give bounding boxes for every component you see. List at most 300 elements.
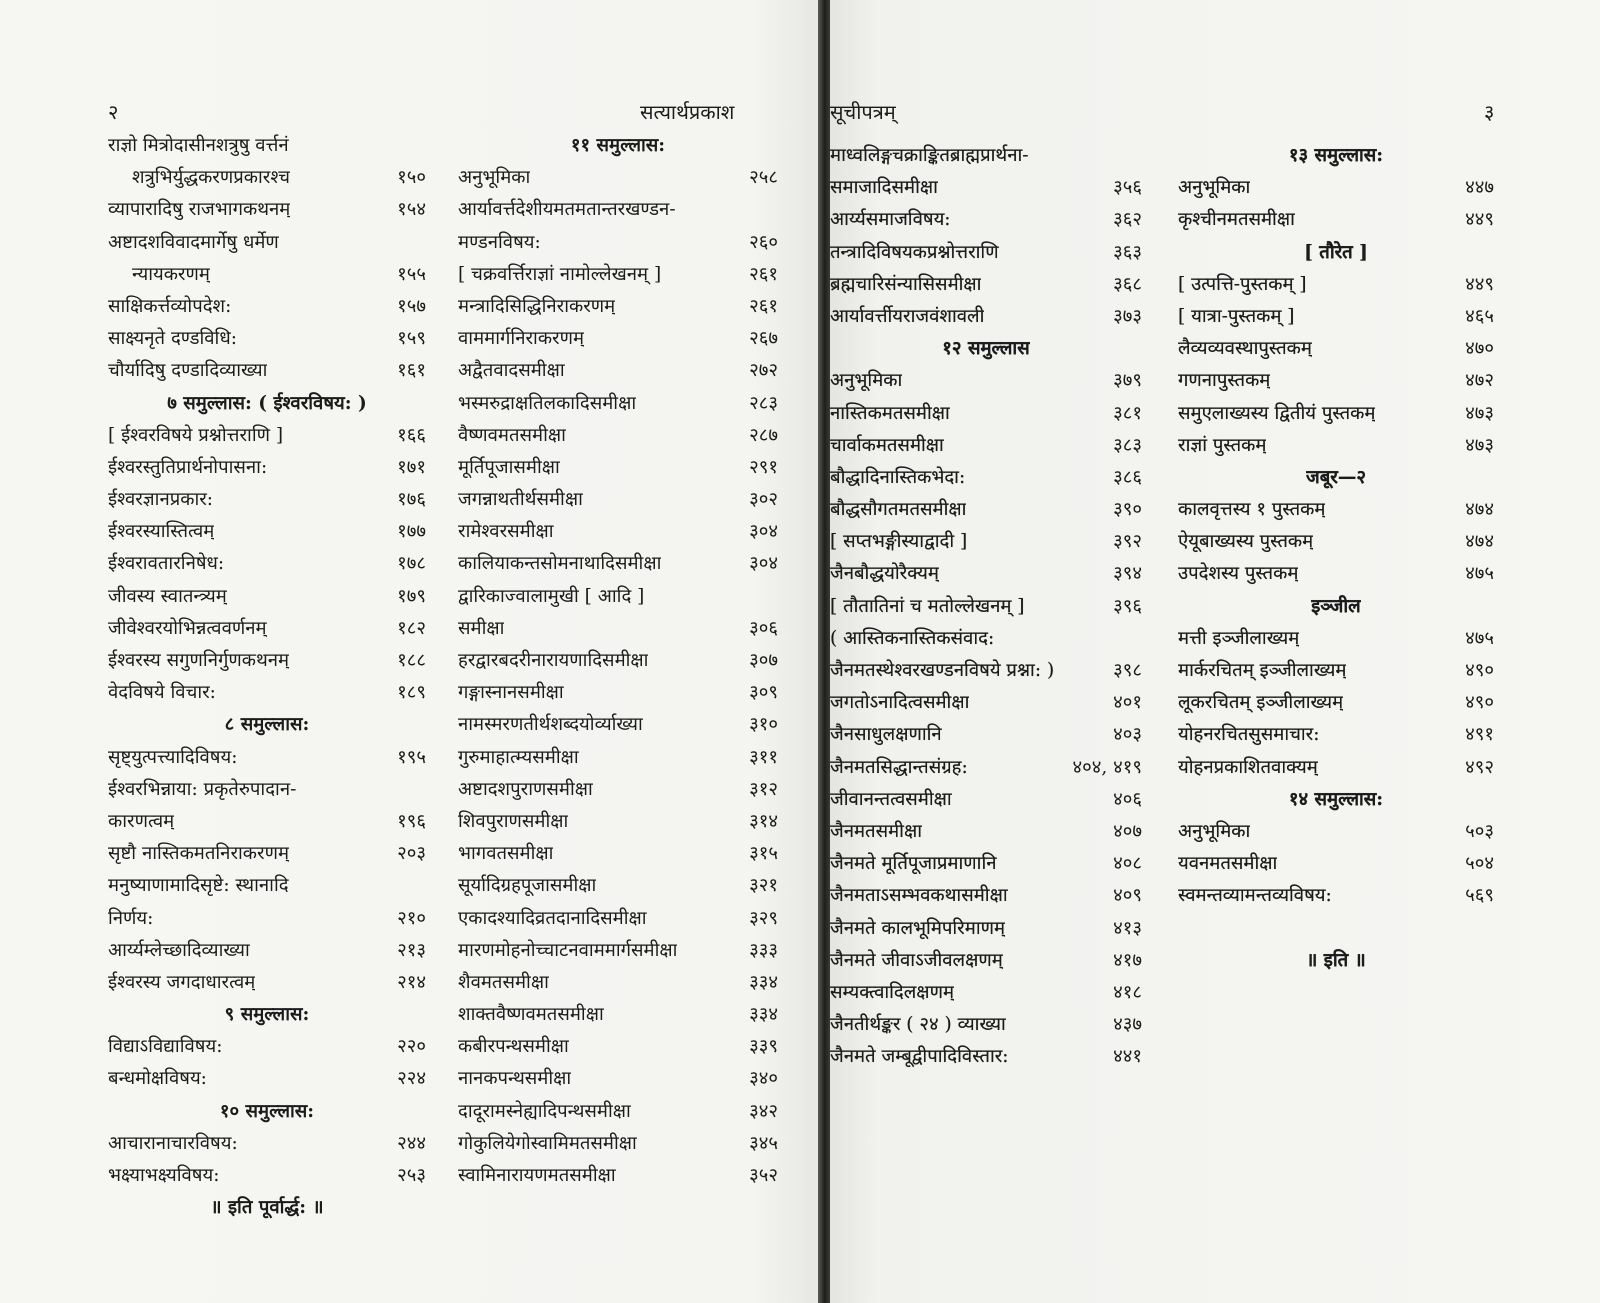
entry-title: बौद्धादिनास्तिकभेदा: bbox=[830, 466, 966, 488]
entry-page-number: ३७३ bbox=[1113, 305, 1142, 327]
toc-entry bbox=[830, 462, 1142, 494]
toc-entry bbox=[830, 494, 1142, 526]
entry-title: मन्त्रादिसिद्धिनिराकरणम् bbox=[458, 295, 616, 317]
entry-title: जैनमते जम्बूद्वीपादिविस्तार: bbox=[830, 1046, 1009, 1068]
toc-entry bbox=[458, 935, 778, 967]
entry-page-number: १७१ bbox=[397, 456, 426, 478]
toc-entry bbox=[108, 452, 426, 484]
toc-entry bbox=[458, 581, 778, 613]
entry-title: ईश्वरस्तुतिप्रार्थनोपासना: bbox=[108, 456, 268, 478]
entry-page-number: ३५६ bbox=[1113, 177, 1142, 199]
toc-entry bbox=[458, 388, 778, 420]
entry-page-number: ४३७ bbox=[1113, 1014, 1142, 1036]
toc-entry bbox=[1178, 816, 1494, 848]
entry-title: गोकुलियेगोस्वामिमतसमीक्षा bbox=[458, 1132, 637, 1154]
toc-entry bbox=[108, 806, 426, 838]
section-heading bbox=[1178, 462, 1494, 494]
toc-entry bbox=[108, 838, 426, 870]
entry-title: ईश्वरस्यास्तित्वम् bbox=[108, 521, 215, 543]
entry-title: ११ समुल्लास: bbox=[570, 135, 666, 156]
entry-title: जैनमते जीवाऽजीवलक्षणम् bbox=[830, 949, 1003, 971]
entry-page-number: ३८३ bbox=[1113, 434, 1142, 456]
toc-entry bbox=[830, 1009, 1142, 1041]
entry-title: जैनमताऽसम्भवकथासमीक्षा bbox=[830, 885, 1008, 907]
entry-title: कालियाकन्तसोमनाथादिसमीक्षा bbox=[458, 553, 662, 575]
entry-title: समाजादिसमीक्षा bbox=[830, 177, 938, 199]
entry-page-number: ३९० bbox=[1113, 499, 1142, 521]
section-heading bbox=[1178, 591, 1494, 623]
entry-page-number: ४६५ bbox=[1465, 305, 1494, 327]
entry-title: ॥ इति पूर्वार्द्ध: ॥ bbox=[210, 1197, 324, 1219]
toc-entry bbox=[458, 259, 778, 291]
entry-page-number: ३०९ bbox=[749, 682, 778, 704]
entry-title: जगतोऽनादित्वसमीक्षा bbox=[830, 692, 970, 714]
entry-page-number: २८७ bbox=[749, 424, 778, 446]
entry-page-number: ४४९ bbox=[1465, 273, 1494, 295]
entry-title: चौर्यादिषु दण्डादिव्याख्या bbox=[108, 360, 268, 382]
entry-title: सूर्यादिग्रहपूजासमीक्षा bbox=[458, 875, 597, 897]
entry-title: आर्य्यम्लेच्छादिव्याख्या bbox=[108, 939, 250, 961]
entry-page-number: ४०३ bbox=[1113, 724, 1142, 746]
entry-title: जीवानन्तत्वसमीक्षा bbox=[830, 788, 952, 810]
toc-entry bbox=[108, 774, 426, 806]
entry-page-number: ५०४ bbox=[1465, 853, 1494, 875]
entry-title: अष्टादशविवादमार्गेषु धर्मेण bbox=[108, 231, 279, 253]
section-heading bbox=[1178, 945, 1494, 977]
entry-page-number: ४७४ bbox=[1465, 499, 1494, 521]
toc-entry bbox=[830, 172, 1142, 204]
entry-page-number: २१३ bbox=[397, 939, 426, 961]
entry-title: तन्त्रादिविषयकप्रश्नोत्तराणि bbox=[830, 241, 999, 263]
toc-entry bbox=[1178, 333, 1494, 365]
entry-title: नास्तिकमतसमीक्षा bbox=[830, 402, 950, 424]
entry-title: लूकरचितम् इञ्जीलाख्यम् bbox=[1178, 692, 1344, 714]
section-heading bbox=[108, 388, 426, 420]
entry-page-number: १५० bbox=[397, 167, 426, 189]
entry-title: हरद्वारबदरीनारायणादिसमीक्षा bbox=[458, 650, 649, 671]
entry-page-number: ४७४ bbox=[1465, 531, 1494, 553]
toc-entry bbox=[830, 1041, 1142, 1073]
entry-title: इञ्जील bbox=[1311, 595, 1361, 617]
section-heading bbox=[108, 1096, 426, 1128]
toc-entry bbox=[458, 1128, 778, 1160]
entry-title: गुरुमाहात्म्यसमीक्षा bbox=[458, 746, 579, 768]
entry-page-number: ३३३ bbox=[749, 939, 778, 961]
entry-page-number: ३७९ bbox=[1113, 370, 1142, 392]
section-heading bbox=[108, 1192, 426, 1224]
entry-page-number: ४४९ bbox=[1465, 209, 1494, 231]
entry-title: १२ समुल्लास bbox=[942, 338, 1030, 360]
toc-entry bbox=[108, 581, 426, 613]
toc-entry bbox=[108, 645, 426, 677]
toc-entry bbox=[1178, 623, 1494, 655]
entry-page-number: ४०६ bbox=[1113, 788, 1142, 810]
toc-entry bbox=[458, 452, 778, 484]
entry-page-number: ३०४ bbox=[749, 553, 778, 575]
toc-entry bbox=[830, 623, 1142, 655]
entry-page-number: २२४ bbox=[397, 1068, 426, 1090]
toc-entry bbox=[458, 709, 778, 741]
entry-page-number: ४१७ bbox=[1113, 949, 1142, 971]
entry-title: आर्य्यसमाजविषय: bbox=[830, 209, 951, 231]
section-heading bbox=[830, 333, 1142, 365]
entry-page-number: १७८ bbox=[397, 553, 426, 575]
entry-page-number: ३६२ bbox=[1113, 209, 1142, 231]
toc-entry bbox=[830, 977, 1142, 1009]
entry-page-number: १६१ bbox=[397, 360, 426, 382]
toc-entry bbox=[108, 677, 426, 709]
toc-entry bbox=[1178, 204, 1494, 236]
section-heading bbox=[1178, 784, 1494, 816]
entry-title: अनुभूमिका bbox=[1178, 820, 1251, 842]
toc-entry bbox=[458, 774, 778, 806]
toc-entry bbox=[108, 130, 426, 162]
section-heading bbox=[458, 130, 778, 162]
toc-entry bbox=[830, 526, 1142, 558]
entry-title: एकादश्यादिव्रतदानादिसमीक्षा bbox=[458, 907, 647, 929]
toc-entry bbox=[1178, 655, 1494, 687]
entry-page-number: ३३४ bbox=[749, 1004, 778, 1026]
toc-entry bbox=[830, 913, 1142, 945]
entry-title: ८ समुल्लास: bbox=[224, 714, 310, 736]
toc-entry bbox=[1178, 494, 1494, 526]
entry-title: बौद्धसौगतमतसमीक्षा bbox=[830, 499, 967, 521]
entry-title: जीवस्य स्वातन्त्र्यम् bbox=[108, 585, 227, 607]
entry-title: कृश्चीनमतसमीक्षा bbox=[1178, 209, 1295, 231]
right-running-title: सूचीपत्रम् bbox=[830, 100, 896, 124]
entry-page-number: ३०७ bbox=[749, 650, 778, 671]
toc-entry bbox=[830, 848, 1142, 880]
entry-title: [ यात्रा-पुस्तकम् ] bbox=[1178, 305, 1295, 327]
entry-title: ईश्वरस्य सगुणनिर्गुणकथनम् bbox=[108, 650, 290, 671]
entry-title: जैनबौद्धयोरैक्यम् bbox=[830, 563, 939, 585]
toc-entry bbox=[830, 655, 1142, 687]
toc-entry bbox=[458, 613, 778, 645]
entry-page-number: १८२ bbox=[397, 617, 426, 639]
entry-title: सम्यक्त्वादिलक्षणम् bbox=[830, 981, 955, 1003]
section-heading bbox=[108, 709, 426, 741]
entry-page-number: १५५ bbox=[397, 263, 426, 285]
toc-entry bbox=[1178, 687, 1494, 719]
toc-entry bbox=[458, 484, 778, 516]
toc-entry bbox=[108, 548, 426, 580]
entry-title: स्वमन्तव्यामन्तव्यविषय: bbox=[1178, 885, 1332, 907]
entry-title: निर्णय: bbox=[108, 907, 154, 929]
entry-page-number: ४७३ bbox=[1465, 434, 1494, 456]
entry-page-number: २१४ bbox=[397, 971, 426, 993]
toc-entry bbox=[458, 999, 778, 1031]
entry-page-number: २६१ bbox=[749, 263, 778, 285]
entry-title: गङ्गास्नानसमीक्षा bbox=[458, 682, 564, 704]
toc-entry bbox=[108, 259, 426, 291]
entry-title: भक्ष्याभक्ष्यविषय: bbox=[108, 1165, 220, 1186]
entry-title: द्वारिकाज्वालामुखी [ आदि ] bbox=[458, 585, 645, 607]
toc-entry bbox=[458, 355, 778, 387]
toc-entry bbox=[108, 323, 426, 355]
entry-title: योहनरचितसुसमाचार: bbox=[1178, 724, 1320, 746]
toc-entry bbox=[108, 516, 426, 548]
entry-title: [ उत्पत्ति-पुस्तकम् ] bbox=[1178, 273, 1307, 295]
toc-entry bbox=[458, 1096, 778, 1128]
entry-page-number: १८९ bbox=[397, 682, 426, 704]
entry-title: वेदविषये विचार: bbox=[108, 682, 216, 704]
entry-page-number: ३१० bbox=[749, 714, 778, 736]
entry-page-number: १५९ bbox=[397, 328, 426, 350]
toc-entry bbox=[108, 613, 426, 645]
entry-title: साक्षिकर्त्तव्योपदेश: bbox=[108, 295, 232, 317]
entry-page-number: १९५ bbox=[397, 746, 426, 768]
toc-entry bbox=[1178, 719, 1494, 751]
toc-entry bbox=[108, 162, 426, 194]
entry-page-number: ४७२ bbox=[1465, 370, 1494, 392]
toc-entry bbox=[458, 967, 778, 999]
entry-title: कबीरपन्थसमीक्षा bbox=[458, 1036, 569, 1058]
entry-title: जैनमतसमीक्षा bbox=[830, 820, 923, 842]
toc-entry bbox=[458, 516, 778, 548]
entry-page-number: १७६ bbox=[397, 489, 426, 511]
toc-entry bbox=[108, 484, 426, 516]
entry-title: विद्याऽविद्याविषय: bbox=[108, 1036, 223, 1058]
toc-entry bbox=[108, 935, 426, 967]
entry-title: सृष्टौ नास्तिकमतनिराकरणम् bbox=[108, 843, 290, 865]
entry-title: समुएलाख्यस्य द्वितीयं पुस्तकम् bbox=[1178, 402, 1376, 424]
entry-page-number: २२० bbox=[397, 1036, 426, 1058]
entry-title: ऐयूबाख्यस्य पुस्तकम् bbox=[1178, 531, 1314, 553]
entry-title: जैनमतसिद्धान्तसंग्रह: bbox=[830, 756, 968, 778]
toc-entry bbox=[1178, 848, 1494, 880]
entry-title: जैनतीर्थङ्कर ( २४ ) व्याख्या bbox=[830, 1014, 1006, 1036]
entry-title: ईश्वरावतारनिषेध: bbox=[108, 553, 225, 575]
entry-title: दादूरामस्नेह्यादिपन्थसमीक्षा bbox=[458, 1100, 631, 1122]
entry-page-number: ३०६ bbox=[749, 617, 778, 639]
entry-title: भस्मरुद्राक्षतिलकादिसमीक्षा bbox=[458, 392, 637, 414]
entry-page-number: ३९२ bbox=[1113, 531, 1142, 553]
entry-page-number: ४९२ bbox=[1465, 756, 1494, 778]
entry-page-number: ४०८ bbox=[1113, 853, 1142, 875]
entry-title: शत्रुभिर्युद्धकरणप्रकारश्च bbox=[132, 167, 290, 189]
toc-entry bbox=[458, 1160, 778, 1192]
toc-entry bbox=[830, 269, 1142, 301]
toc-entry bbox=[1178, 398, 1494, 430]
entry-page-number: ३९८ bbox=[1113, 660, 1142, 681]
entry-title: न्यायकरणम् bbox=[132, 263, 210, 285]
toc-entry bbox=[830, 398, 1142, 430]
entry-title: रामेश्वरसमीक्षा bbox=[458, 521, 554, 543]
entry-page-number: ३४५ bbox=[749, 1132, 778, 1154]
toc-entry bbox=[1178, 752, 1494, 784]
entry-page-number: २१० bbox=[397, 907, 426, 929]
entry-title: बन्धमोक्षविषय: bbox=[108, 1068, 207, 1090]
section-heading bbox=[108, 999, 426, 1031]
toc-entry bbox=[458, 1063, 778, 1095]
toc-entry bbox=[1178, 365, 1494, 397]
entry-title: साक्ष्यनृते दण्डविधि: bbox=[108, 328, 237, 350]
entry-title: स्वामिनारायणमतसमीक्षा bbox=[458, 1165, 616, 1186]
toc-entry bbox=[108, 227, 426, 259]
entry-page-number: ३३९ bbox=[749, 1036, 778, 1058]
toc-entry bbox=[830, 687, 1142, 719]
entry-title: नानकपन्थसमीक्षा bbox=[458, 1068, 572, 1090]
toc-entry bbox=[108, 194, 426, 226]
toc-entry bbox=[830, 945, 1142, 977]
entry-title: लैव्यव्यवस्थापुस्तकम् bbox=[1178, 338, 1312, 360]
toc-entry bbox=[1178, 558, 1494, 590]
entry-page-number: ४९० bbox=[1465, 692, 1494, 714]
toc-entry bbox=[1178, 913, 1494, 945]
entry-page-number: १७९ bbox=[397, 585, 426, 607]
entry-title: वैष्णवमतसमीक्षा bbox=[458, 424, 566, 446]
entry-page-number: ४९० bbox=[1465, 660, 1494, 681]
toc-entry bbox=[458, 870, 778, 902]
entry-title: जैनसाधुलक्षणानि bbox=[830, 724, 942, 746]
entry-title: सृष्ट्युत्पत्त्यादिविषय: bbox=[108, 746, 238, 768]
entry-page-number: ४०१ bbox=[1113, 692, 1142, 714]
toc-entry bbox=[830, 719, 1142, 751]
entry-page-number: ४४१ bbox=[1113, 1046, 1142, 1068]
entry-page-number: १५४ bbox=[397, 199, 426, 221]
toc-entry bbox=[458, 806, 778, 838]
entry-title: मण्डनविषय: bbox=[458, 231, 541, 253]
entry-title: [ ईश्वरविषये प्रश्नोत्तराणि ] bbox=[108, 424, 284, 446]
entry-title: गणनापुस्तकम् bbox=[1178, 370, 1271, 392]
toc-entry bbox=[108, 291, 426, 323]
entry-page-number: ३२१ bbox=[749, 875, 778, 897]
toc-entry bbox=[108, 870, 426, 902]
entry-title: नामस्मरणतीर्थशब्दयोर्व्याख्या bbox=[458, 714, 643, 736]
entry-title: जबूर—२ bbox=[1306, 466, 1366, 488]
toc-entry bbox=[830, 430, 1142, 462]
toc-entry bbox=[830, 204, 1142, 236]
entry-page-number: २५८ bbox=[749, 167, 778, 189]
entry-page-number: ४९१ bbox=[1465, 724, 1494, 746]
entry-title: ईश्वरज्ञानप्रकार: bbox=[108, 489, 214, 511]
entry-title: मनुष्याणामादिसृष्टे: स्थानादि bbox=[108, 875, 289, 897]
toc-entry bbox=[830, 365, 1142, 397]
toc-entry bbox=[458, 323, 778, 355]
entry-title: समीक्षा bbox=[458, 617, 505, 639]
entry-page-number: २६१ bbox=[749, 295, 778, 317]
toc-entry bbox=[458, 1031, 778, 1063]
toc-entry bbox=[1178, 172, 1494, 204]
entry-page-number: ३८१ bbox=[1113, 402, 1142, 424]
section-heading bbox=[1178, 140, 1494, 172]
entry-page-number: २६७ bbox=[749, 328, 778, 350]
entry-title: आर्यावर्त्तीयराजवंशावली bbox=[830, 305, 985, 327]
entry-page-number: ५०३ bbox=[1465, 820, 1494, 842]
entry-page-number: १७७ bbox=[397, 521, 426, 543]
toc-entry bbox=[830, 301, 1142, 333]
toc-entry bbox=[458, 162, 778, 194]
toc-entry bbox=[458, 227, 778, 259]
toc-entry bbox=[108, 967, 426, 999]
entry-title: भागवतसमीक्षा bbox=[458, 843, 554, 865]
right-column-2 bbox=[1178, 140, 1494, 977]
entry-page-number: ३११ bbox=[749, 746, 778, 768]
entry-page-number: ४४७ bbox=[1465, 177, 1494, 199]
entry-title: अष्टादशपुराणसमीक्षा bbox=[458, 778, 593, 800]
toc-entry bbox=[108, 742, 426, 774]
entry-page-number: ३५२ bbox=[749, 1165, 778, 1186]
entry-page-number: ३४२ bbox=[749, 1100, 778, 1122]
entry-title: यवनमतसमीक्षा bbox=[1178, 853, 1278, 875]
toc-entry bbox=[1178, 526, 1494, 558]
entry-title: चार्वाकमतसमीक्षा bbox=[830, 434, 944, 456]
entry-page-number: १९६ bbox=[397, 810, 426, 832]
entry-title: ईश्वरभिन्नाया: प्रकृतेरुपादान- bbox=[108, 778, 297, 800]
entry-page-number: ३६३ bbox=[1113, 241, 1142, 263]
toc-entry bbox=[1178, 880, 1494, 912]
entry-page-number: २५३ bbox=[397, 1165, 426, 1186]
entry-title: शाक्तवैष्णवमतसमीक्षा bbox=[458, 1004, 604, 1026]
entry-page-number: ३१४ bbox=[749, 810, 778, 832]
entry-title: राज्ञां पुस्तकम् bbox=[1178, 434, 1267, 456]
entry-title: कालवृत्तस्य १ पुस्तकम् bbox=[1178, 499, 1326, 521]
toc-entry bbox=[458, 420, 778, 452]
toc-entry bbox=[1178, 301, 1494, 333]
entry-page-number: ३१५ bbox=[749, 843, 778, 865]
entry-page-number: ३८६ bbox=[1113, 466, 1142, 488]
toc-entry bbox=[108, 420, 426, 452]
entry-title: योहनप्रकाशितवाक्यम् bbox=[1178, 756, 1318, 778]
entry-title: माध्वलिङ्गचक्राङ्कितब्राह्मप्रार्थना- bbox=[830, 145, 1029, 166]
right-page bbox=[830, 0, 1600, 1303]
entry-page-number: ४०४, ४१९ bbox=[1072, 756, 1142, 778]
entry-title: ९ समुल्लास: bbox=[224, 1004, 310, 1026]
entry-page-number: ४१८ bbox=[1113, 981, 1142, 1003]
entry-title: अद्वैतवादसमीक्षा bbox=[458, 360, 565, 382]
entry-title: जगन्नाथतीर्थसमीक्षा bbox=[458, 489, 583, 511]
entry-title: मारणमोहनोच्चाटनवाममार्गसमीक्षा bbox=[458, 939, 678, 961]
entry-page-number: २६० bbox=[749, 231, 778, 253]
entry-page-number: १८८ bbox=[397, 650, 426, 671]
entry-title: राज्ञो मित्रोदासीनशत्रुषु वर्त्तनं bbox=[108, 135, 289, 156]
entry-page-number: ४७५ bbox=[1465, 627, 1494, 649]
entry-title: अनुभूमिका bbox=[458, 167, 531, 189]
toc-entry bbox=[830, 880, 1142, 912]
entry-page-number: ३६८ bbox=[1113, 273, 1142, 295]
toc-entry bbox=[108, 1031, 426, 1063]
toc-entry bbox=[108, 1160, 426, 1192]
entry-page-number: २४४ bbox=[397, 1132, 426, 1154]
toc-entry bbox=[830, 784, 1142, 816]
entry-page-number: ३९६ bbox=[1113, 595, 1142, 617]
entry-page-number: २८३ bbox=[749, 392, 778, 414]
entry-title: आर्यावर्त्तदेशीयमतमतान्तरखण्डन- bbox=[458, 199, 676, 221]
entry-title: [ सप्तभङ्गीस्याद्वादी ] bbox=[830, 531, 968, 553]
left-column-1 bbox=[108, 130, 426, 1224]
toc-entry bbox=[830, 752, 1142, 784]
entry-page-number: ३३४ bbox=[749, 971, 778, 993]
entry-title: अनुभूमिका bbox=[830, 370, 903, 392]
entry-page-number: १५७ bbox=[397, 295, 426, 317]
entry-title: जैनमतस्थेश्वरखण्डनविषये प्रश्ना: ) bbox=[830, 660, 1055, 681]
toc-entry bbox=[830, 558, 1142, 590]
toc-entry bbox=[458, 677, 778, 709]
entry-page-number: ३९४ bbox=[1113, 563, 1142, 585]
entry-title: ( आस्तिकनास्तिकसंवाद: bbox=[830, 627, 995, 649]
entry-title: व्यापारादिषु राजभागकथनम् bbox=[108, 199, 291, 221]
entry-title: ॥ इति ॥ bbox=[1306, 949, 1366, 971]
right-page-number: ३ bbox=[1484, 100, 1495, 124]
entry-title: [ तौरेत ] bbox=[1304, 241, 1368, 263]
entry-page-number: ३२९ bbox=[749, 907, 778, 929]
toc-entry bbox=[830, 140, 1142, 172]
entry-title: कारणत्वम् bbox=[108, 810, 175, 832]
entry-title: [ चक्रवर्त्तिराज्ञां नामोल्लेखनम् ] bbox=[458, 263, 662, 285]
entry-page-number: ४७३ bbox=[1465, 402, 1494, 424]
entry-title: आचारानाचारविषय: bbox=[108, 1132, 238, 1154]
toc-entry bbox=[458, 194, 778, 226]
